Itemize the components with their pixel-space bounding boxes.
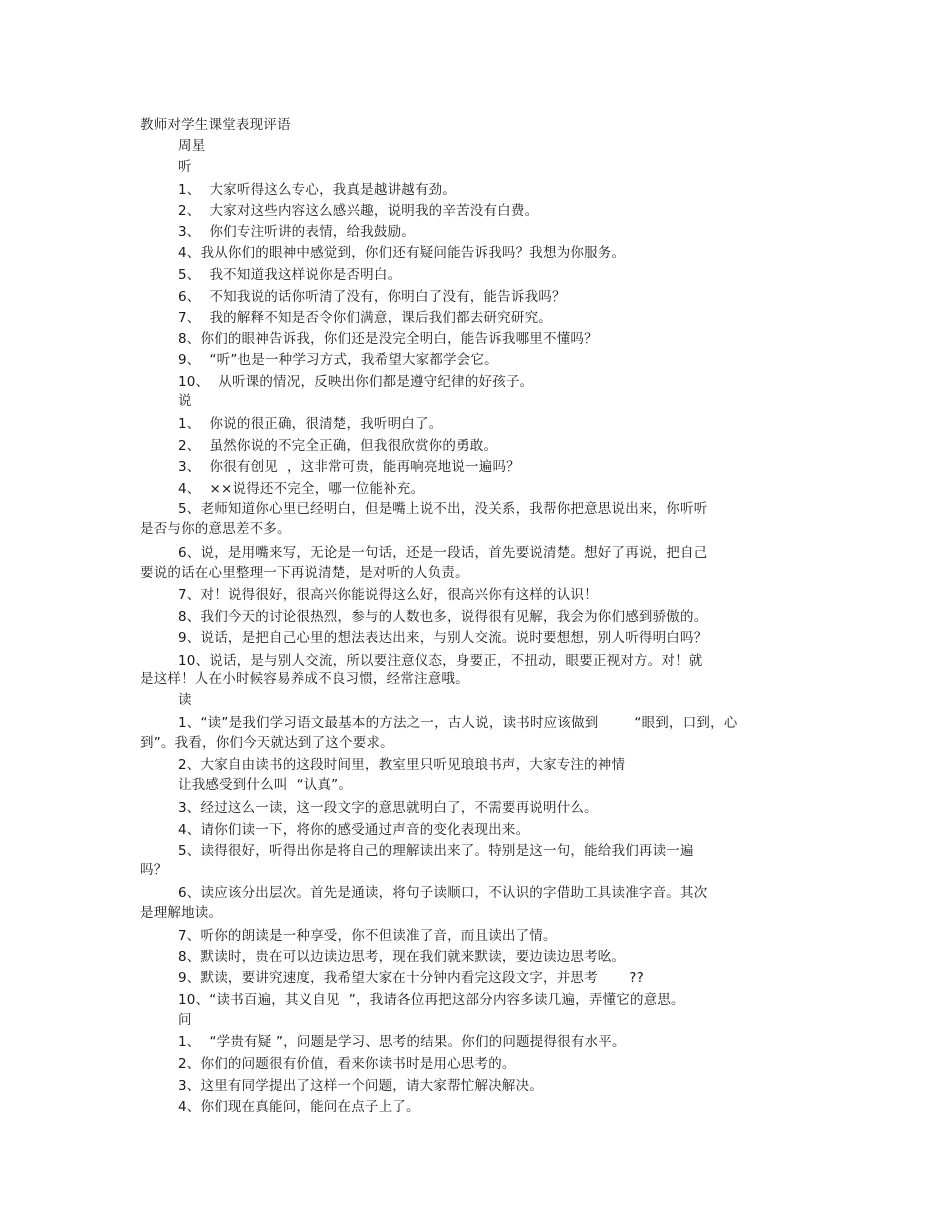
list-item: 4、你们现在真能问，能问在点子上了。 [178,1099,420,1115]
list-item: 9、默读，要讲究速度，我希望大家在十分钟内看完这段文字，并思考 ?? [178,970,644,986]
list-item: 1、 你说的很正确，很清楚，我听明白了。 [178,416,443,432]
section-heading-speak: 说 [178,393,192,409]
list-item: 2、 大家对这些内容这么感兴趣，说明我的辛苦没有白费。 [178,203,539,219]
list-item: 7、 我的解释不知是否令你们满意，课后我们都去研究研究。 [178,310,552,326]
list-item: 10、 从听课的情况，反映出你们都是遵守纪律的好孩子。 [178,374,534,390]
list-item-line1: 2、大家自由读书的这段时间里，教室里只听见琅琅书声，大家专注的神情 [178,757,626,773]
list-item: 10、“读书百遍，其义自见 ”，我请各位再把这部分内容多读几遍，弄懂它的意思。 [178,992,685,1008]
list-item: 2、你们的问题很有价值，看来你读书时是用心思考的。 [178,1056,516,1072]
author-name: 周星 [178,138,206,154]
list-item-line2: 是否与你的意思差不多。 [140,521,291,537]
list-item-line2: 吗？ [140,862,168,878]
list-item-line2: 到”。我看，你们今天就达到了这个要求。 [140,735,394,751]
list-item: 8、我们今天的讨论很热烈，参与的人数也多，说得很有见解，我会为你们感到骄傲的。 [178,609,708,625]
list-item: 3、 你们专注听讲的表情，给我鼓励。 [178,224,415,240]
list-item: 5、 我不知道我这样说你是否明白。 [178,267,402,283]
list-item-line1: 6、说，是用嘴来写，无论是一句话，还是一段话，首先要说清楚。想好了再说，把自己 [178,545,708,561]
list-item-line1: 5、老师知道你心里已经明白，但是嘴上说不出，没关系，我帮你把意思说出来，你听听 [178,501,708,517]
list-item: 4、我从你们的眼神中感觉到，你们还有疑问能告诉我吗？我想为你服务。 [178,245,626,261]
list-item-line1: 10、说话，是与别人交流，所以要注意仪态，身要正，不扭动，眼要正视对方。对！就 [178,653,703,669]
list-item-line1: 5、读得很好，听得出你是将自己的理解读出来了。特别是这一句，能给我们再读一遍 [178,843,694,859]
section-heading-ask: 问 [178,1012,192,1028]
list-item: 8、默读时，贵在可以边读边思考，现在我们就来默读，要边读边思考吆。 [178,949,626,965]
list-item: 6、 不知我说的话你听清了没有，你明白了没有，能告诉我吗？ [178,289,566,305]
list-item: 8、你们的眼神告诉我，你们还是没完全明白，能告诉我哪里不懂吗？ [178,331,598,347]
list-item-line2: 是这样！人在小时候容易养成不良习惯，经常注意哦。 [140,671,469,687]
list-item: 9、说话，是把自己心里的想法表达出来，与别人交流。说时要想想，别人听得明白吗？ [178,630,708,646]
section-heading-read: 读 [178,692,192,708]
list-item: 3、这里有同学提出了这样一个问题，请大家帮忙解决解决。 [178,1078,543,1094]
list-item-line2: 是理解地读。 [140,905,223,921]
list-item: 4、 ××说得还不完全，哪一位能补充。 [178,481,425,497]
list-item: 7、听你的朗读是一种享受，你不但读准了音，而且读出了情。 [178,928,557,944]
list-item: 1、 “学贵有疑 ”，问题是学习、思考的结果。你们的问题提得很有水平。 [178,1034,626,1050]
list-item: 3、经过这么一读，这一段文字的意思就明白了，不需要再说明什么。 [178,800,598,816]
list-item: 1、 大家听得这么专心，我真是越讲越有劲。 [178,182,457,198]
list-item-line2: 要说的话在心里整理一下再说清楚，是对听的人负责。 [140,565,469,581]
list-item: 4、请你们读一下，将你的感受通过声音的变化表现出来。 [178,822,530,838]
document-title: 教师对学生课堂表现评语 [140,117,291,133]
list-item-line1: 1、“读”是我们学习语文最基本的方法之一，古人说，读书时应该做到 “眼到，口到，心 [178,715,738,731]
list-item-line2: 让我感受到什么叫 “认真”。 [178,777,353,793]
list-item: 7、对！说得很好，很高兴你能说得这么好，很高兴你有这样的认识！ [178,587,598,603]
list-item-line1: 6、读应该分出层次。首先是通读，将句子读顺口，不认识的字借助工具读准字音。其次 [178,885,708,901]
list-item: 2、 虽然你说的不完全正确，但我很欣赏你的勇敢。 [178,438,498,454]
list-item: 9、 “听”也是一种学习方式，我希望大家都学会它。 [178,352,498,368]
section-heading-listen: 听 [178,159,192,175]
list-item: 3、 你很有创见 ，这非常可贵，能再响亮地说一遍吗？ [178,459,520,475]
